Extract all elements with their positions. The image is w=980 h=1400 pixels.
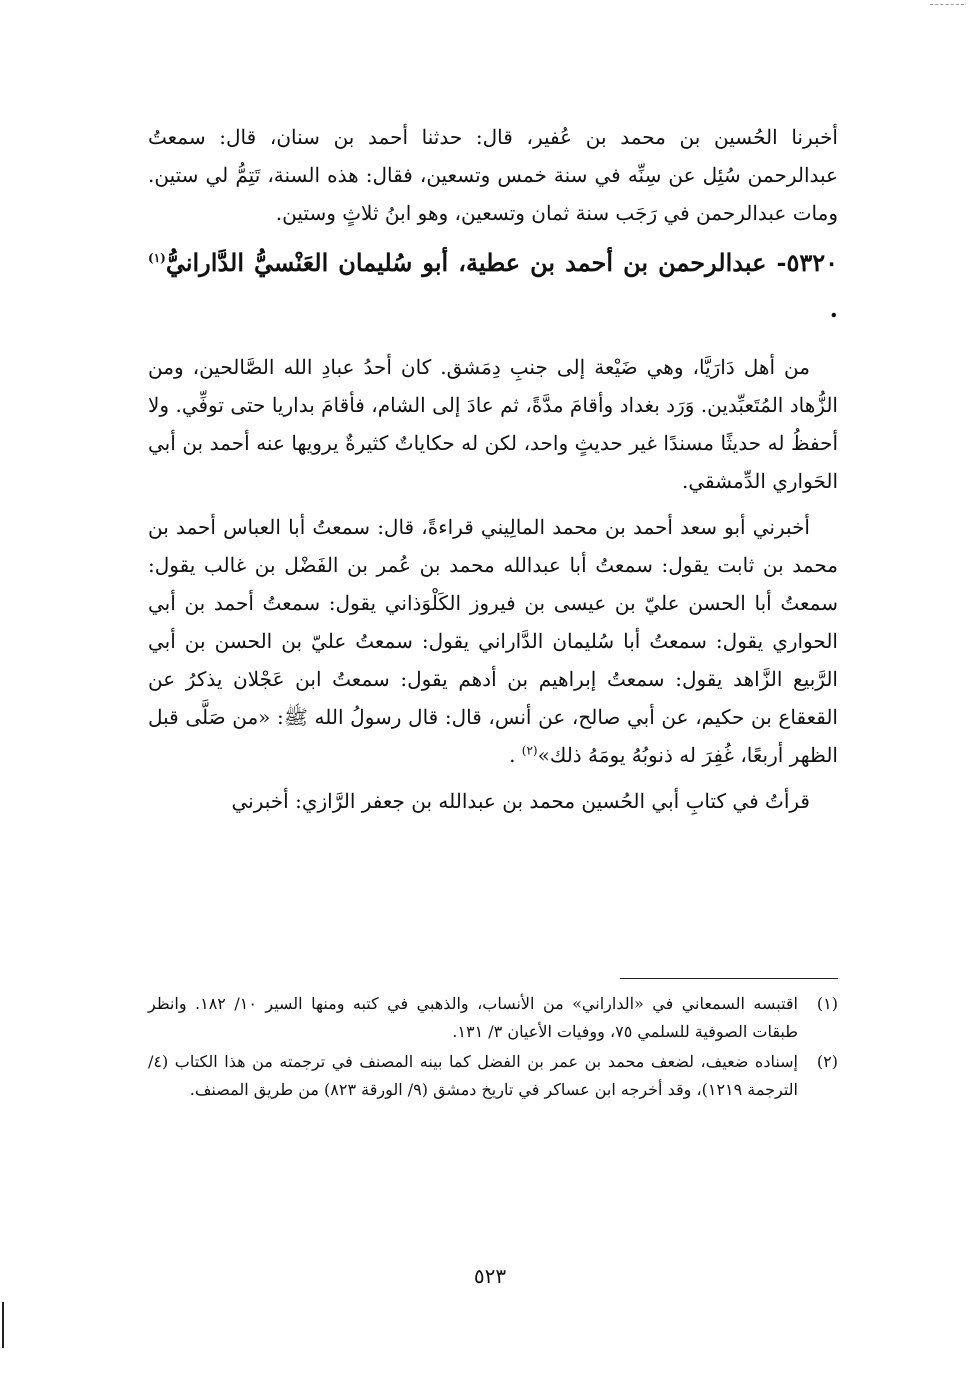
paragraph-3	[148, 508, 838, 774]
paragraph-1: أخبرنا الحُسين بن محمد بن عُفير، قال: حدثنا أحمد بن سنان، قال: سمعتُ عبدالرحمن سُئِل عن سِنِّه في سنة خمس وتسعين، فقال: هذه السنة، تَتِمُّ لي ستين. ومات عبدالرحمن في رَجَب سنة ثمان وتسعين، وهو ابنُ ثلاثٍ وستين.	[148, 125, 838, 225]
scan-edge-mark	[930, 4, 964, 5]
footnote-number: (١)	[816, 994, 838, 1013]
footnote-text: إسناده ضعيف، لضعف محمد بن عمر بن الفضل كما بينه المصنف في ترجمته من هذا الكتاب (٤/ الترجمة ١٢١٩)، وقد أخرجه ابن عساكر في تاريخ دمشق (٩/ الورقة ٨٢٣) من طريق المصنف.	[148, 1052, 798, 1099]
paragraph-4: قرأتُ في كتابِ أبي الحُسين محمد بن عبدالله بن جعفر الرَّازي: أخبرني	[231, 789, 810, 813]
entry-heading-tail: .	[829, 294, 838, 323]
scan-edge-mark	[2, 1302, 4, 1348]
paragraph-2: من أهل دَارَيَّا، وهي ضَيْعة إلى جنبِ دِمَشق. كان أحدُ عبادِ الله الصَّالحين، ومن الزُّهاد المُتَعبِّدين. وَرَد بغداد وأقامَ مدَّةً، ثم عادَ إلى الشام، فأقامَ بداريا حتى توفِّي. ولا أحفظُ له حديثًا مسندًا غير حديثٍ واحد، لكن له حكاياتٌ كثيرةٌ يرويها عنه أحمد بن أبي الحَواري الدِّمشقي.	[148, 355, 838, 493]
footnote-ref-1: (١)	[148, 251, 166, 265]
page-number: ٥٢٣	[473, 1264, 507, 1288]
footnote-number: (٢)	[816, 1052, 838, 1071]
footnote	[148, 1048, 838, 1104]
paragraph-3-text: أخبرني أبو سعد أحمد بن محمد المالِيني قراءةً، قال: سمعتُ أبا العباس أحمد بن محمد بن ثابت يقول: سمعتُ أبا عبدالله محمد بن عُمر بن الفَضْل بن غالب يقول: سمعتُ أبا الحسن عليّ بن عيسى بن فيروز الكَلْوَذاني يقول: سمعتُ أحمد بن أبي الحواري يقول: سمعتُ أبا سُليمان الدَّاراني يقول: سمعتُ عليّ بن الحسن بن أبي الرَّبيع الزَّاهد يقول: سمعتُ إبراهيم بن أدهم يقول: سمعتُ ابن عَجْلان يذكرُ عن القعقاع بن حكيم، عن أبي صالح، عن أنس، قال: قال رسولُ الله ﷺ: «من صَلَّى قبل الظهر أربعًا، غُفِرَ له ذنوبُهُ يومَهُ ذلك»	[148, 515, 838, 767]
footnote-text: اقتبسه السمعاني في «الداراني» من الأنساب، والذهبي في كتبه ومنها السير ١٠/ ١٨٢. وانظر طبقات الصوفية للسلمي ٧٥، ووفيات الأعيان ٣/ ١٣١.	[148, 994, 798, 1041]
paragraph-3-tail: .	[509, 743, 522, 767]
main-text	[148, 118, 838, 828]
footnote-ref-2: (٢)	[521, 743, 538, 758]
footnotes	[148, 990, 838, 1106]
entry-heading	[148, 240, 838, 332]
footnote-separator	[620, 978, 838, 979]
entry-heading-text: ٥٣٢٠- عبدالرحمن بن أحمد بن عطية، أبو سُليمان العَنْسيُّ الدَّارانيُّ	[165, 248, 838, 277]
footnote	[148, 990, 838, 1046]
